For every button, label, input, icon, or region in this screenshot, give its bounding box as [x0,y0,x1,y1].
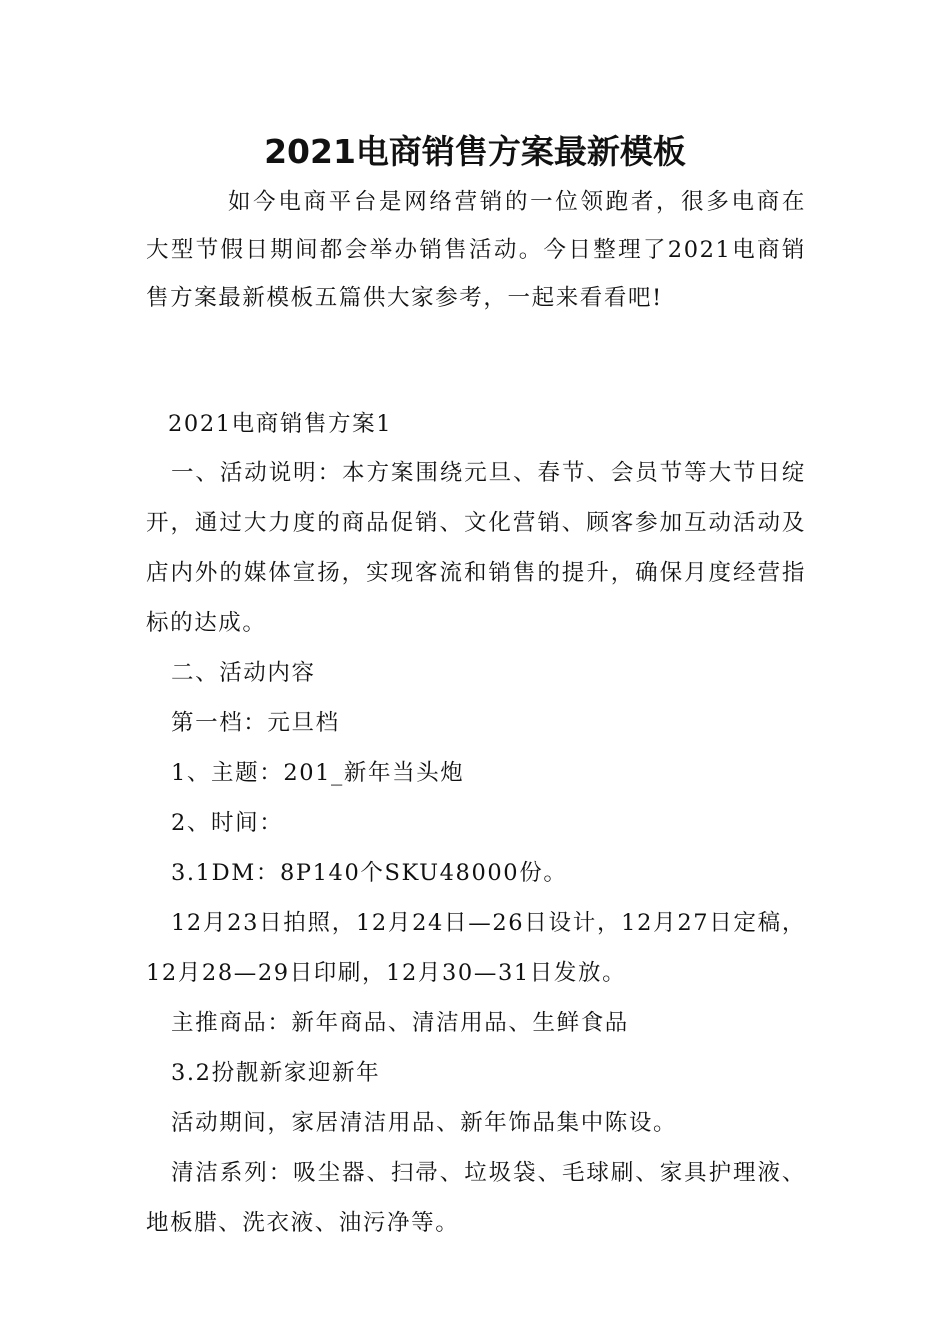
main-products-line: 主推商品：新年商品、清洁用品、生鲜食品 [171,1010,629,1036]
schedule-paragraph: 12月23日拍照，12月24日—26日设计，12月27日定稿，12月28—29日印刷，12月30—31日发放。 [146,910,806,986]
new-home-heading: 3.2扮靓新家迎新年 [171,1060,381,1086]
document-title: 2021电商销售方案最新模板 [264,132,686,171]
display-paragraph: 活动期间，家居清洁用品、新年饰品集中陈设。 [171,1110,678,1136]
activity-description-paragraph: 一、活动说明：本方案围绕元旦、春节、会员节等大节日绽开，通过大力度的商品促销、文化营销、顾客参加互动活动及店内外的媒体宣扬，实现客流和销售的提升，确保月度经营指标的达成。 [146,460,806,636]
time-line: 2、时间： [171,810,284,836]
section-heading: 2021电商销售方案1 [168,411,393,437]
intro-paragraph: 如今电商平台是网络营销的一位领跑者，很多电商在大型节假日期间都会举办销售活动。今日整理了2021电商销售方案最新模板五篇供大家参考，一起来看看吧! [146,189,806,311]
theme-line: 1、主题：201_新年当头炮 [171,760,465,786]
document-body [146,178,806,1248]
cleaning-series-paragraph: 清洁系列：吸尘器、扫帚、垃圾袋、毛球刷、家具护理液、地板腊、洗衣液、油污净等。 [146,1160,806,1236]
dm-line: 3.1DM：8P140个SKU48000份。 [171,860,568,886]
first-stage-heading: 第一档：元旦档 [171,710,340,736]
activity-content-heading: 二、活动内容 [171,660,316,686]
